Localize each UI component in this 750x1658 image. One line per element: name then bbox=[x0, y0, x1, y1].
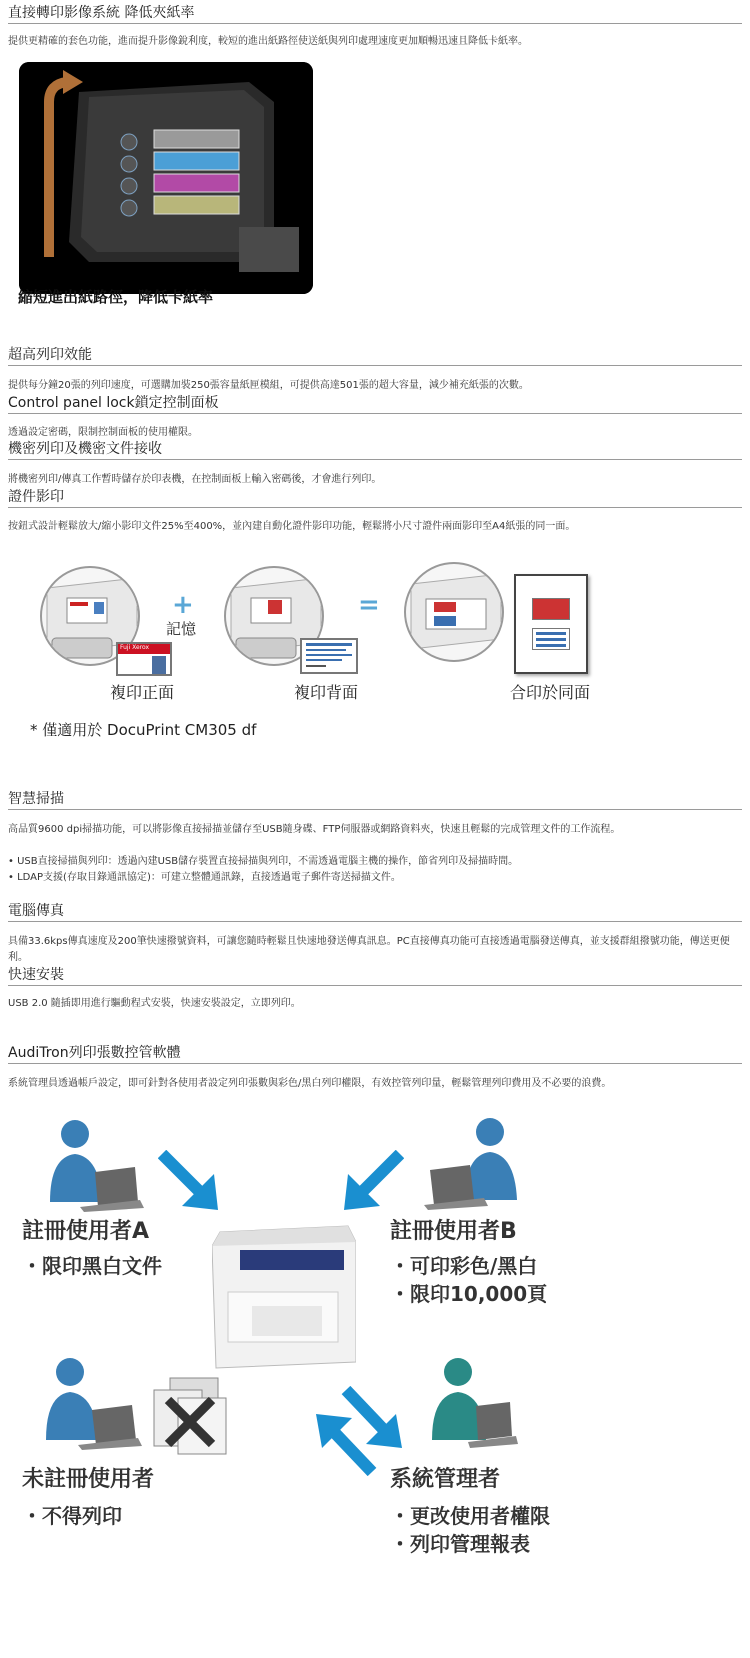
section-title-panel-lock: Control panel lock鎖定控制面板 bbox=[8, 394, 742, 414]
card-photo bbox=[152, 656, 166, 674]
combined-label: 合印於同面 bbox=[510, 683, 591, 702]
id-card-back bbox=[300, 638, 358, 674]
admin-person-icon bbox=[420, 1350, 520, 1454]
section-title-scan: 智慧掃描 bbox=[8, 790, 742, 810]
section-title-fax: 電腦傳真 bbox=[8, 902, 742, 922]
arrow-user-a-to-printer bbox=[158, 1150, 222, 1218]
result-card-back bbox=[532, 628, 570, 650]
section-desc-panel-lock: 透過設定密碼，限制控制面板的使用權限。 bbox=[8, 427, 198, 438]
card-brand-label: Fuji Xerox bbox=[118, 644, 170, 654]
section-title-id-copy: 證件影印 bbox=[8, 488, 742, 508]
admin-rule-reports: ・列印管理報表 bbox=[390, 1532, 530, 1556]
section-desc-auditron: 系統管理員透過帳戶設定，即可針對各使用者設定列印張數與彩色/黑白列印權限，有效控管列印量，輕鬆管理列印費用及不必要的浪費。 bbox=[8, 1078, 612, 1089]
user-b-rule-limit: ・限印10,000頁 bbox=[390, 1282, 548, 1306]
user-b-person-icon bbox=[420, 1110, 530, 1214]
admin-rule-permissions: ・更改使用者權限 bbox=[390, 1504, 550, 1528]
section-title-install: 快速安裝 bbox=[8, 966, 742, 986]
copy-back-label: 複印背面 bbox=[294, 683, 359, 702]
section-desc-secure: 將機密列印/傳真工作暫時儲存於印表機，在控制面板上輸入密碼後，才會進行列印。 bbox=[8, 474, 382, 485]
section-title-speed: 超高列印效能 bbox=[8, 346, 742, 366]
printer-cutaway-image bbox=[19, 62, 313, 294]
id-card-front bbox=[116, 642, 172, 676]
user-b-label: 註冊使用者B bbox=[390, 1219, 517, 1244]
unregistered-user-label: 未註冊使用者 bbox=[22, 1467, 155, 1492]
section-desc-id-copy: 按鈕式設計輕鬆放大/縮小影印文件25%至400%，並內建自動化證件影印功能，輕鬆將小尺寸證件兩面影印至A4紙張的同一面。 bbox=[8, 521, 576, 532]
model-note: * 僅適用於 DocuPrint CM305 df bbox=[30, 721, 257, 739]
section-desc-install: USB 2.0 隨插即用進行驅動程式安裝，快速安裝設定，立即列印。 bbox=[8, 998, 301, 1009]
copy-front-label: 複印正面 bbox=[110, 683, 175, 702]
unregistered-person-icon bbox=[40, 1350, 150, 1454]
equals-sign: = bbox=[358, 590, 380, 620]
section-desc-scan: 高品質9600 dpi掃描功能，可以將影像直接掃描並儲存至USB隨身碟、FTP伺服器或網路資料夾，快速且輕鬆的完成管理文件的工作流程。 bbox=[8, 824, 621, 835]
scan-bullet-usb: • USB直接掃描與列印：透過內建USB儲存裝置直接掃描與列印，不需透過電腦主機的操作，節省列印及掃描時間。 bbox=[8, 856, 519, 867]
memory-label: 記憶 bbox=[166, 620, 197, 638]
section-title-secure: 機密列印及機密文件接收 bbox=[8, 440, 742, 460]
denied-documents-icon bbox=[150, 1376, 230, 1460]
printer-caption: 縮短進出紙路徑，降低卡紙率 bbox=[18, 288, 214, 306]
user-b-rule-color: ・可印彩色/黑白 bbox=[390, 1254, 538, 1278]
section-desc-fax: 具備33.6kps傳真速度及200筆快速撥號資料，可讓您隨時輕鬆且快速地發送傳真訊息。PC直接傳真功能可直接透過電腦發送傳真，並支援群組撥號功能，傳送更便利。 bbox=[8, 936, 730, 963]
section-desc-transfer: 提供更精確的套色功能，進而提升影像銳利度，較短的進出紙路徑使送紙與列印處理速度更加順暢迅速且降低卡紙率。 bbox=[8, 36, 528, 47]
section-title-transfer: 直接轉印影像系統 降低夾紙率 bbox=[8, 4, 742, 24]
section-desc-speed: 提供每分鐘20張的列印速度，可選購加裝250張容量紙匣模組，可提供高達501張的超大容量，減少補充紙張的次數。 bbox=[8, 380, 529, 391]
scanner-combined-illustration bbox=[404, 562, 504, 662]
admin-label: 系統管理者 bbox=[390, 1467, 501, 1492]
central-printer-image bbox=[212, 1222, 356, 1374]
arrow-user-b-to-printer bbox=[340, 1150, 404, 1218]
user-a-person-icon bbox=[40, 1112, 150, 1216]
user-a-label: 註冊使用者A bbox=[22, 1219, 150, 1244]
a4-sheet-result bbox=[514, 574, 588, 674]
unregistered-user-rule: ・不得列印 bbox=[22, 1504, 122, 1528]
result-card-front bbox=[532, 598, 570, 620]
scan-bullet-ldap: • LDAP支援(存取目錄通訊協定)：可建立整體通訊錄，直接透過電子郵件寄送掃描文件。 bbox=[8, 872, 401, 883]
section-title-auditron: AudiTron列印張數控管軟體 bbox=[8, 1044, 742, 1064]
plus-sign: + bbox=[172, 590, 194, 620]
user-a-rule: ・限印黑白文件 bbox=[22, 1254, 162, 1278]
